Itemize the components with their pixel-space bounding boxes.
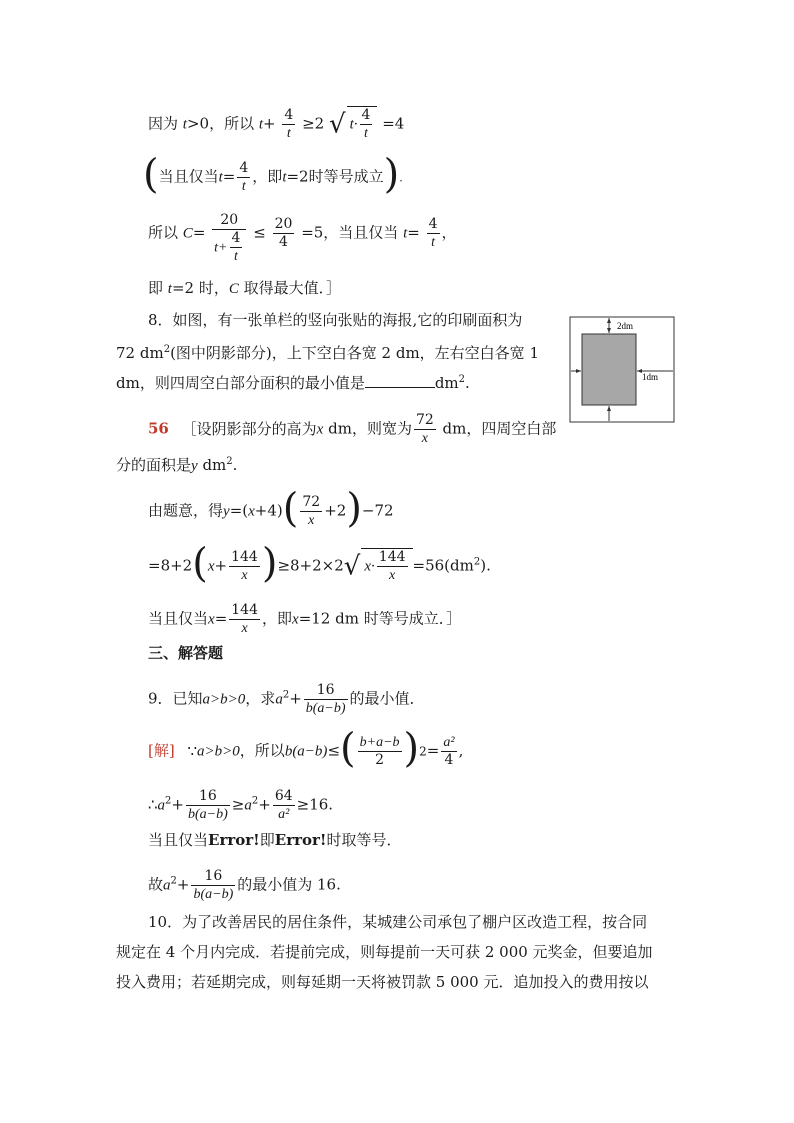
error-text: Error! bbox=[208, 831, 260, 849]
fraction: $\frac{\text{a²}}{4}$ bbox=[443, 735, 455, 768]
poster-figure bbox=[569, 316, 679, 426]
sqrt-sign: √ bbox=[343, 551, 361, 582]
solution-9-line-1: [解] ∵a>b>0，所以b(a−b)≤( $\frac{b+a-b}{2}$ )2= $\frac{\text{a²}}{4}$ , bbox=[148, 725, 464, 772]
answer-8-line-1: 56 ［设阴影部分的高为x dm，则宽为 $\frac{72}{x}$ dm，四周空白部 bbox=[148, 412, 557, 446]
question-8-line-1: 8．如图，有一张单栏的竖向张贴的海报,它的印刷面积为 bbox=[148, 311, 523, 329]
sqrt-content: x· $\frac{144}{x}$ bbox=[361, 548, 412, 584]
question-8-line-3: dm，则四周空白部分面积的最小值是 $dm^2$. bbox=[116, 374, 470, 392]
fraction: $\frac{144}{x}$ bbox=[231, 602, 258, 636]
question-10-line-2: 规定在 4 个月内完成．若提前完成，则每提前一天可获 2 000 元奖金，但要追加 bbox=[116, 943, 653, 961]
derivation-line-4: 即 t=2 时，C 取得最大值．］ bbox=[148, 279, 342, 297]
fraction: $\frac{16}{b(a-b)}$ bbox=[305, 682, 346, 716]
fraction: $\frac{64}{\text{a²}}$ bbox=[274, 788, 293, 822]
solution-9-line-2: $\therefore a^2+$ $\frac{16}{b(a-b)}$ $\ge a^2+$ $\frac{64}{\text{a²}}$ ≥16. bbox=[148, 788, 334, 822]
answer-8-line-2: 分的面积是y $dm^2$. bbox=[116, 456, 238, 474]
paren-open: ( bbox=[143, 151, 159, 198]
solution-label: [解] bbox=[148, 741, 175, 760]
question-8-line-2: 72 $dm^2$(图中阴影部分)，上下空白各宽 2 dm，左右空白各宽 1 bbox=[116, 344, 539, 362]
question-10-line-3: 投入费用；若延期完成，则每延期一天将被罚款 5 000 元．追加投入的费用按以 bbox=[116, 973, 649, 991]
question-9: 9．已知a>b>0，求$a^2+$ $\frac{16}{b(a-b)}$ 的最小值． bbox=[148, 682, 425, 716]
fraction: $\frac{16}{b(a-b)}$ bbox=[188, 788, 228, 822]
answer-blank bbox=[365, 373, 435, 388]
solution-9-line-4: 故$a^2+$ $\frac{16}{b(a-b)}$ 的最小值为 16. bbox=[148, 868, 341, 902]
answer-value: 56 bbox=[148, 419, 169, 438]
answer-8-line-5: 当且仅当x= $\frac{144}{x}$ ，即x=12 dm 时等号成立．］ bbox=[148, 602, 462, 636]
fraction: $\frac{b+a-b}{2}$ bbox=[359, 735, 400, 768]
paren-close: ) bbox=[383, 151, 400, 198]
fraction: $\frac{72}{x}$ bbox=[415, 412, 434, 446]
fraction: $\frac{72}{x}$ bbox=[302, 494, 321, 528]
right-dimension-label: 1dm bbox=[642, 372, 659, 382]
fraction: $\frac{4}{t}$ bbox=[428, 216, 438, 250]
derivation-line-3: 所以 C= 20 t+ $\frac{4}{t}$ ≤ $\frac{20}{4}$ =5，当且仅当 t= $\frac{4}{t}$ ， bbox=[148, 212, 457, 264]
error-text: Error! bbox=[274, 831, 327, 849]
question-10-line-1: 10．为了改善居民的居住条件，某城建公司承包了棚户区改造工程，按合同 bbox=[148, 913, 648, 931]
fraction: $\frac{144}{x}$ bbox=[231, 549, 258, 583]
fraction: $\frac{20}{4}$ bbox=[274, 216, 293, 250]
fraction: $\frac{4}{t}$ bbox=[284, 107, 294, 141]
derivation-line-2: (当且仅当t= $\frac{4}{t}$ ，即t=2时等号成立). bbox=[143, 151, 403, 198]
fraction: $\frac{4}{t}$ bbox=[239, 160, 249, 194]
answer-8-line-4: =8+2(x+ $\frac{144}{x}$ )≥8+2×2√ x· $\frac{144}{x}$ $=56(dm^2)$. bbox=[148, 540, 491, 587]
sqrt-sign: √ bbox=[329, 109, 346, 140]
answer-8-line-3: 由题意，得y=(x+4)( $\frac{72}{x}$ +2)−72 bbox=[148, 485, 394, 532]
fraction: $\frac{16}{b(a-b)}$ bbox=[193, 868, 234, 902]
section-heading: 三、解答题 bbox=[148, 644, 224, 662]
fraction: 20 t+ $\frac{4}{t}$ bbox=[212, 212, 246, 265]
top-dimension-label: 2dm bbox=[617, 321, 634, 331]
solution-9-line-3: 当且仅当Error!即Error!时取等号． bbox=[148, 831, 402, 849]
printed-area bbox=[582, 334, 636, 405]
sqrt-content: t· $\frac{4}{t}$ bbox=[347, 106, 378, 142]
derivation-line-1: 因为 t>0，所以 t+ $\frac{4}{t}$ ≥2 √ t· $\frac{4}{t}$ =4 bbox=[148, 107, 405, 141]
